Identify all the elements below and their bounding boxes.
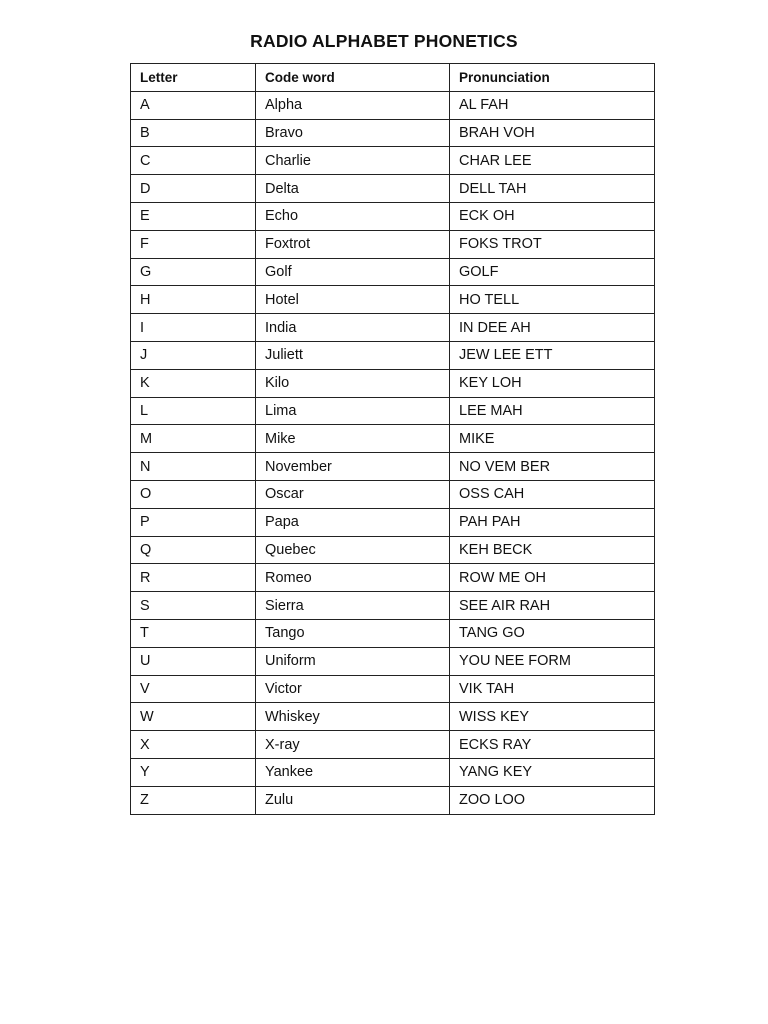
cell-code-word: Juliett <box>256 341 450 369</box>
cell-pronunciation: TANG GO <box>450 619 655 647</box>
cell-code-word: Uniform <box>256 647 450 675</box>
cell-code-word: Delta <box>256 175 450 203</box>
cell-letter: M <box>131 425 256 453</box>
cell-letter: P <box>131 508 256 536</box>
table-row <box>131 147 655 175</box>
table-body <box>131 91 655 814</box>
cell-code-word: Quebec <box>256 536 450 564</box>
cell-letter: Z <box>131 786 256 814</box>
cell-pronunciation: WISS KEY <box>450 703 655 731</box>
phonetic-alphabet-table <box>130 63 655 815</box>
cell-pronunciation: LEE MAH <box>450 397 655 425</box>
cell-pronunciation: OSS CAH <box>450 480 655 508</box>
cell-code-word: Mike <box>256 425 450 453</box>
cell-pronunciation: FOKS TROT <box>450 230 655 258</box>
table-row <box>131 480 655 508</box>
table-row <box>131 786 655 814</box>
table-header-row <box>131 64 655 92</box>
cell-pronunciation: YOU NEE FORM <box>450 647 655 675</box>
cell-letter: F <box>131 230 256 258</box>
cell-code-word: Lima <box>256 397 450 425</box>
cell-letter: A <box>131 91 256 119</box>
table-row <box>131 508 655 536</box>
cell-pronunciation: BRAH VOH <box>450 119 655 147</box>
cell-pronunciation: KEH BECK <box>450 536 655 564</box>
cell-letter: E <box>131 202 256 230</box>
cell-letter: I <box>131 314 256 342</box>
cell-code-word: X-ray <box>256 731 450 759</box>
cell-letter: U <box>131 647 256 675</box>
cell-letter: T <box>131 619 256 647</box>
cell-pronunciation: ECKS RAY <box>450 731 655 759</box>
cell-code-word: Whiskey <box>256 703 450 731</box>
column-header-letter: Letter <box>131 64 256 92</box>
cell-letter: X <box>131 731 256 759</box>
table-row <box>131 731 655 759</box>
table-row <box>131 175 655 203</box>
cell-pronunciation: AL FAH <box>450 91 655 119</box>
cell-code-word: November <box>256 453 450 481</box>
cell-letter: D <box>131 175 256 203</box>
table-row <box>131 341 655 369</box>
cell-code-word: Oscar <box>256 480 450 508</box>
cell-letter: Y <box>131 758 256 786</box>
cell-code-word: Foxtrot <box>256 230 450 258</box>
cell-pronunciation: SEE AIR RAH <box>450 592 655 620</box>
table-row <box>131 91 655 119</box>
cell-letter: H <box>131 286 256 314</box>
table-row <box>131 286 655 314</box>
cell-letter: N <box>131 453 256 481</box>
table-row <box>131 397 655 425</box>
table-row <box>131 619 655 647</box>
cell-letter: G <box>131 258 256 286</box>
cell-letter: R <box>131 564 256 592</box>
table-row <box>131 119 655 147</box>
cell-letter: Q <box>131 536 256 564</box>
cell-code-word: Bravo <box>256 119 450 147</box>
column-header-code-word: Code word <box>256 64 450 92</box>
table-row <box>131 536 655 564</box>
cell-code-word: Tango <box>256 619 450 647</box>
cell-code-word: Charlie <box>256 147 450 175</box>
cell-code-word: Yankee <box>256 758 450 786</box>
cell-letter: B <box>131 119 256 147</box>
cell-letter: J <box>131 341 256 369</box>
table-row <box>131 758 655 786</box>
column-header-pronunciation: Pronunciation <box>450 64 655 92</box>
cell-code-word: Kilo <box>256 369 450 397</box>
cell-letter: O <box>131 480 256 508</box>
cell-code-word: Hotel <box>256 286 450 314</box>
table-row <box>131 425 655 453</box>
cell-code-word: Papa <box>256 508 450 536</box>
cell-pronunciation: ZOO LOO <box>450 786 655 814</box>
cell-pronunciation: IN DEE AH <box>450 314 655 342</box>
cell-letter: S <box>131 592 256 620</box>
cell-pronunciation: HO TELL <box>450 286 655 314</box>
cell-code-word: Golf <box>256 258 450 286</box>
cell-code-word: India <box>256 314 450 342</box>
cell-code-word: Romeo <box>256 564 450 592</box>
cell-pronunciation: GOLF <box>450 258 655 286</box>
cell-letter: C <box>131 147 256 175</box>
cell-pronunciation: PAH PAH <box>450 508 655 536</box>
cell-pronunciation: DELL TAH <box>450 175 655 203</box>
cell-pronunciation: CHAR LEE <box>450 147 655 175</box>
table-row <box>131 453 655 481</box>
cell-pronunciation: YANG KEY <box>450 758 655 786</box>
cell-pronunciation: ROW ME OH <box>450 564 655 592</box>
cell-code-word: Alpha <box>256 91 450 119</box>
cell-letter: W <box>131 703 256 731</box>
cell-letter: K <box>131 369 256 397</box>
cell-code-word: Echo <box>256 202 450 230</box>
table-row <box>131 369 655 397</box>
table-row <box>131 230 655 258</box>
table-row <box>131 202 655 230</box>
cell-pronunciation: ECK OH <box>450 202 655 230</box>
table-row <box>131 564 655 592</box>
table-row <box>131 592 655 620</box>
table-row <box>131 258 655 286</box>
table-row <box>131 703 655 731</box>
table-row <box>131 314 655 342</box>
cell-code-word: Victor <box>256 675 450 703</box>
table-row <box>131 647 655 675</box>
cell-pronunciation: VIK TAH <box>450 675 655 703</box>
cell-letter: L <box>131 397 256 425</box>
cell-letter: V <box>131 675 256 703</box>
table-row <box>131 675 655 703</box>
cell-pronunciation: MIKE <box>450 425 655 453</box>
cell-pronunciation: JEW LEE ETT <box>450 341 655 369</box>
cell-pronunciation: NO VEM BER <box>450 453 655 481</box>
cell-pronunciation: KEY LOH <box>450 369 655 397</box>
cell-code-word: Zulu <box>256 786 450 814</box>
cell-code-word: Sierra <box>256 592 450 620</box>
page-title: RADIO ALPHABET PHONETICS <box>250 31 518 51</box>
